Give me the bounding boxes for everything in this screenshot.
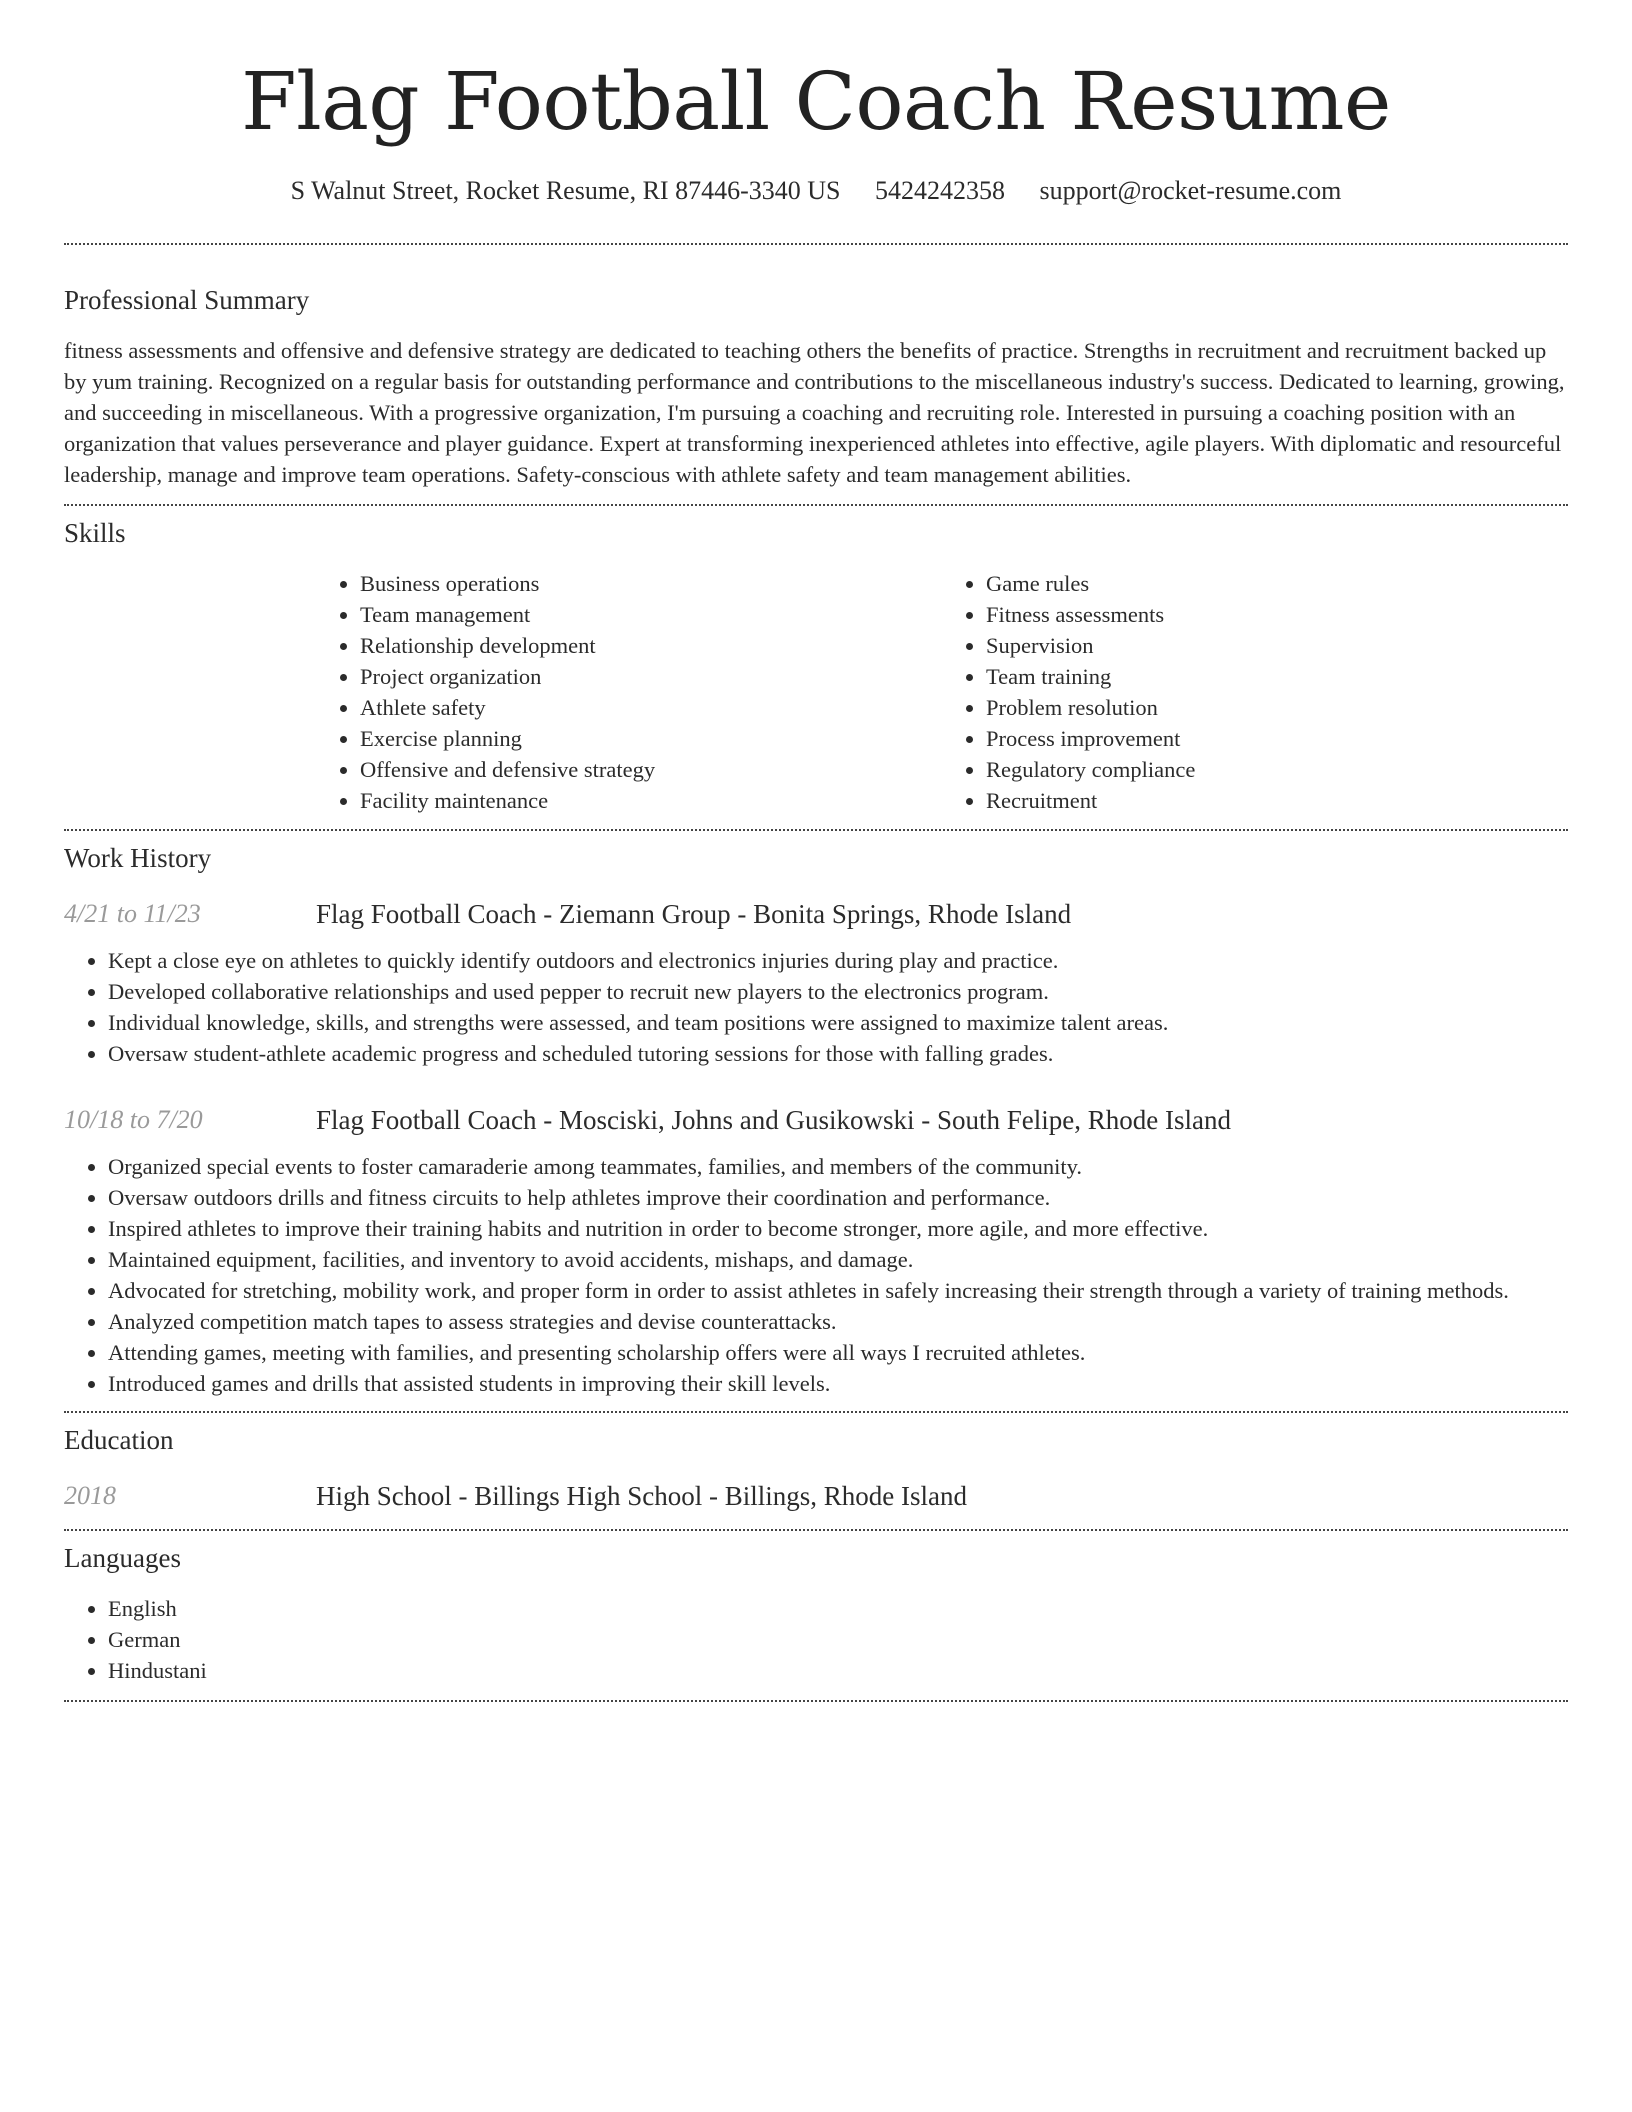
divider: [64, 1700, 1568, 1702]
skill-item: • Recruitment: [986, 785, 1568, 816]
skill-item: • Regulatory compliance: [986, 754, 1568, 785]
skill-item: • Business operations: [360, 568, 942, 599]
job-bullet: • Attending games, meeting with families, and presenting scholarship offers were all ways I recruited athletes.: [108, 1337, 1568, 1368]
languages-heading: Languages: [64, 1543, 181, 1573]
job-bullet: • Analyzed competition match tapes to assess strategies and devise counterattacks.: [108, 1306, 1568, 1337]
skill-item: • Relationship development: [360, 630, 942, 661]
job-bullet: • Developed collaborative relationships and used pepper to recruit new players to the electronics program.: [108, 976, 1568, 1007]
job-bullet: • Inspired athletes to improve their training habits and nutrition in order to become stronger, more agile, and more effective.: [108, 1213, 1568, 1244]
skill-item: • Facility maintenance: [360, 785, 942, 816]
job-bullet: • Organized special events to foster camaraderie among teammates, families, and members of the community.: [108, 1151, 1568, 1182]
job-bullet: • Oversaw outdoors drills and fitness circuits to help athletes improve their coordination and performance.: [108, 1182, 1568, 1213]
languages-list: [64, 1593, 1568, 1686]
job-title: Flag Football Coach - Ziemann Group - Bonita Springs, Rhode Island: [316, 899, 1072, 929]
summary-text: fitness assessments and offensive and defensive strategy are dedicated to teaching others the benefits of practice. Strengths in recruitment and recruitment backed up by yum training. Recognized on a regular basis for outstanding performance and contributions to the miscellaneous industry's success. Dedicated to learning, growing, and succeeding in miscellaneous. With a progressive organization, I'm pursuing a coaching and recruiting role. Interested in pursuing a coaching position with an organization that values perseverance and player guidance. Expert at transforming inexperienced athletes into effective, agile players. With diplomatic and resourceful leadership, manage and improve team operations. Safety-conscious with athlete safety and team management abilities.: [64, 338, 1565, 487]
job-bullets: [64, 1151, 1568, 1399]
job-date: 10/18 to 7/20: [64, 1105, 203, 1134]
skills-list-left: [316, 568, 942, 816]
job-title: Flag Football Coach - Mosciski, Johns and Gusikowski - South Felipe, Rhode Island: [316, 1105, 1231, 1135]
job-entry: [64, 1103, 1568, 1399]
contact-phone: 5424242358: [874, 176, 1005, 205]
divider: [64, 829, 1568, 831]
job-bullet: • Oversaw student-athlete academic progress and scheduled tutoring sessions for those with falling grades.: [108, 1038, 1568, 1069]
education-title: High School - Billings High School - Billings, Rhode Island: [316, 1481, 968, 1511]
job-entry: [64, 897, 1568, 1069]
skills-section: [64, 516, 1568, 816]
summary-heading: Professional Summary: [64, 285, 310, 315]
job-header: [64, 1103, 1568, 1137]
language-item: • English: [108, 1593, 1568, 1624]
education-entry: [64, 1479, 1568, 1513]
skill-item: • Game rules: [986, 568, 1568, 599]
education-date: 2018: [64, 1481, 116, 1510]
divider: [64, 243, 1568, 245]
job-bullets: [64, 945, 1568, 1069]
skill-item: • Team management: [360, 599, 942, 630]
skill-item: • Team training: [986, 661, 1568, 692]
job-header: [64, 897, 1568, 931]
contact-email: support@rocket-resume.com: [1039, 176, 1342, 205]
skill-item: • Athlete safety: [360, 692, 942, 723]
job-date: 4/21 to 11/23: [64, 899, 201, 928]
skill-item: • Exercise planning: [360, 723, 942, 754]
skills-list-right: [942, 568, 1568, 816]
skill-item: • Problem resolution: [986, 692, 1568, 723]
divider: [64, 504, 1568, 506]
divider: [64, 1529, 1568, 1531]
job-bullet: • Introduced games and drills that assisted students in improving their skill levels.: [108, 1368, 1568, 1399]
education-heading: Education: [64, 1425, 174, 1455]
skills-grid: [316, 568, 1568, 816]
contact-line: [64, 174, 1568, 208]
page-title: Flag Football Coach Resume: [241, 55, 1391, 148]
skill-item: • Fitness assessments: [986, 599, 1568, 630]
work-heading: Work History: [64, 843, 212, 873]
job-bullet: • Individual knowledge, skills, and strengths were assessed, and team positions were assigned to maximize talent areas.: [108, 1007, 1568, 1038]
job-bullet: • Maintained equipment, facilities, and inventory to avoid accidents, mishaps, and damage.: [108, 1244, 1568, 1275]
languages-section: [64, 1541, 1568, 1686]
work-section: [64, 841, 1568, 1399]
divider: [64, 1411, 1568, 1413]
skills-heading: Skills: [64, 518, 126, 548]
language-item: • German: [108, 1624, 1568, 1655]
language-item: • Hindustani: [108, 1655, 1568, 1686]
summary-section: [64, 283, 1568, 490]
job-bullet: • Advocated for stretching, mobility work, and proper form in order to assist athletes in safely increasing their strength through a variety of training methods.: [108, 1275, 1568, 1306]
skill-item: • Offensive and defensive strategy: [360, 754, 942, 785]
skill-item: • Supervision: [986, 630, 1568, 661]
contact-address: S Walnut Street, Rocket Resume, RI 87446-3340 US: [290, 176, 841, 205]
education-section: [64, 1423, 1568, 1513]
job-bullet: • Kept a close eye on athletes to quickly identify outdoors and electronics injuries during play and practice.: [108, 945, 1568, 976]
skill-item: • Process improvement: [986, 723, 1568, 754]
skill-item: • Project organization: [360, 661, 942, 692]
